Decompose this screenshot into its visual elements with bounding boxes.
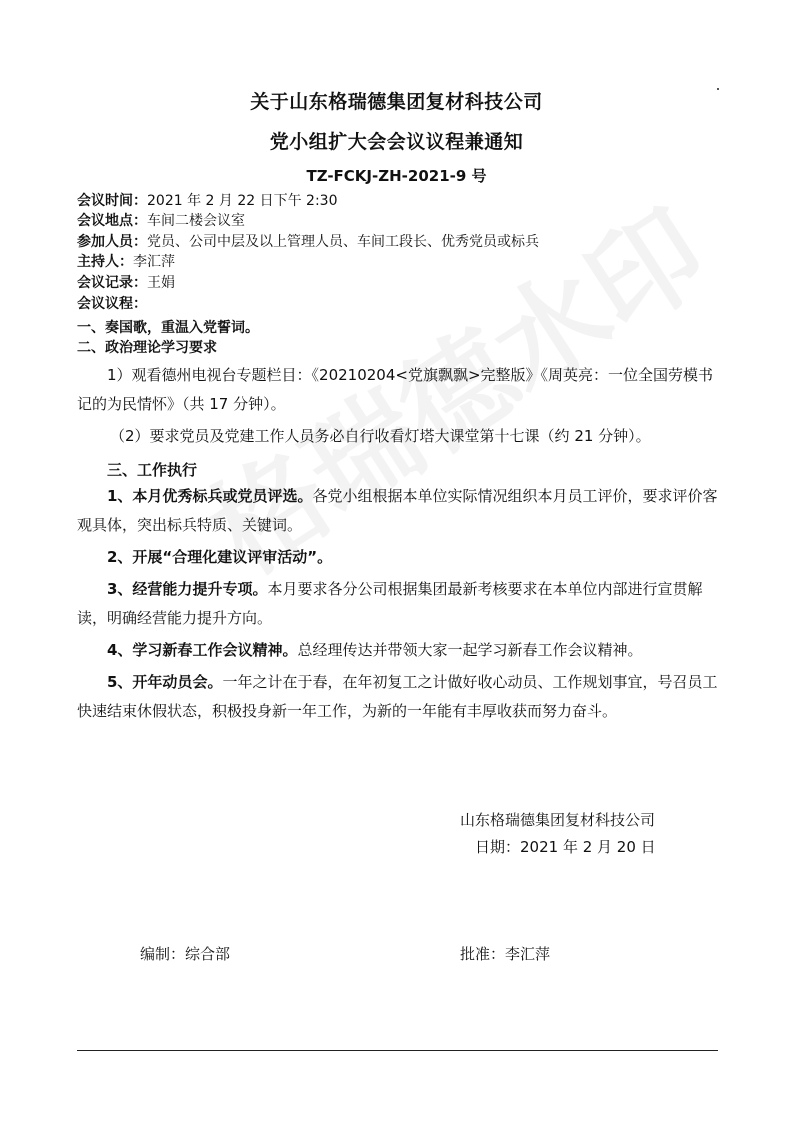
footer-approver: 批准：李汇萍	[460, 945, 551, 963]
task-4-heading: 4、学习新春工作会议精神。	[107, 641, 298, 659]
meeting-agenda-label	[77, 295, 147, 313]
footer-divider	[77, 1050, 718, 1051]
meeting-recorder	[77, 274, 175, 292]
meeting-place-label: 会议地点：	[77, 213, 147, 229]
meeting-place	[77, 212, 245, 230]
study-requirement-1: 1）观看德州电视台专题栏目：《20210204<党旗飘飘>完整版》《周英亮：一位全国劳模书记的为民情怀》（共 17 分钟）。	[77, 366, 714, 413]
meeting-time	[77, 192, 338, 210]
meeting-recorder-value: 王娟	[147, 275, 175, 291]
document-title-line2: 党小组扩大会会议议程兼通知	[269, 131, 524, 153]
signature-company: 山东格瑞德集团复材科技公司	[460, 811, 656, 829]
task-1-heading: 1、本月优秀标兵或党员评选。	[107, 487, 313, 505]
agenda-item-1: 一、奏国歌，重温入党誓词。	[77, 320, 259, 336]
meeting-place-value: 车间二楼会议室	[147, 213, 245, 229]
meeting-recorder-label: 会议记录：	[77, 275, 147, 291]
task-5	[77, 668, 719, 726]
task-3-heading: 3、经营能力提升专项。	[107, 580, 268, 598]
task-1-text: 各党小组根据本单位实际情况组织本月员工评价，要求评价客观具体，突出标兵特质、关键词。	[77, 487, 718, 534]
document-number: TZ-FCKJ-ZH-2021-9 号	[306, 167, 487, 185]
task-4	[77, 636, 719, 665]
meeting-attendees-label: 参加人员：	[77, 234, 147, 250]
meeting-host-value: 李汇萍	[133, 254, 175, 270]
meeting-host-label: 主持人：	[77, 254, 133, 270]
document-title-line1: 关于山东格瑞德集团复材科技公司	[250, 91, 543, 113]
task-1	[77, 482, 719, 540]
agenda-item-2: 二、政治理论学习要求	[77, 340, 217, 356]
task-5-text: 一年之计在于春，在年初复工之计做好收心动员、工作规划事宜，号召员工快速结束休假状态，积极投身新一年工作，为新的一年能有丰厚收获而努力奋斗。	[77, 673, 718, 720]
meeting-attendees-value: 党员、公司中层及以上管理人员、车间工段长、优秀党员或标兵	[147, 234, 539, 250]
signature-date: 日期：2021 年 2 月 20 日	[475, 838, 656, 856]
task-5-heading: 5、开年动员会。	[107, 673, 223, 691]
task-3	[77, 575, 719, 633]
meeting-time-value: 2021 年 2 月 22 日下午 2:30	[147, 193, 338, 209]
task-3-text: 本月要求各分公司根据集团最新考核要求在本单位内部进行宣贯解读，明确经营能力提升方向。	[77, 580, 703, 627]
agenda-label-text: 会议议程：	[77, 296, 147, 312]
task-2-heading: 2、开展“合理化建议评审活动”。	[107, 548, 333, 566]
task-4-text: 总经理传达并带领大家一起学习新春工作会议精神。	[297, 641, 643, 659]
meeting-time-label: 会议时间：	[77, 193, 147, 209]
footer-editor: 编制：综合部	[140, 945, 231, 963]
agenda-item-3: 三、工作执行	[107, 461, 198, 479]
task-2	[77, 543, 719, 572]
meeting-host	[77, 253, 175, 271]
meeting-attendees	[77, 233, 539, 251]
study-requirement-2: （2）要求党员及党建工作人员务必自行收看灯塔大课堂第十七课（约 21 分钟）。	[110, 427, 651, 445]
